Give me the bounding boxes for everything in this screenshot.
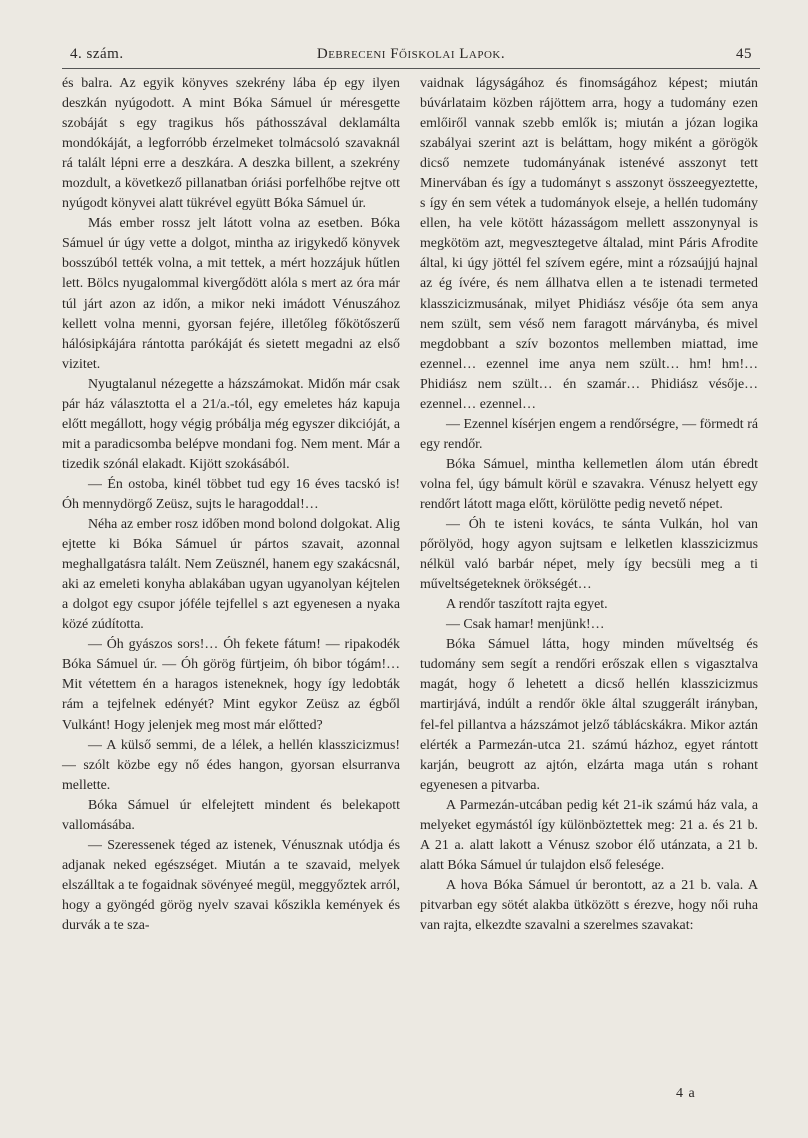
paragraph: Bóka Sámuel látta, hogy minden műveltség és tudomány sem segít a rendőri erőszak ellen s vigasztalva magát, hogy ő lehetett a dicső hellén klasszicizmus martirjává, indúlt a rendőr ökle által szuggerált irányban, fel-fel pillantva a házszámot jelző táblácskákra. Mikor aztán elérték a Parmezán-utca 21. számú házhoz, egyet rántott karján, beugrott az ajtón, elzárta maga után s rohant egyenesen a pitvarba. [420,637,758,793]
signature-mark: 4 a [676,1086,696,1101]
paragraph: Nyugtalanul nézegette a házszámokat. Midőn már csak pár ház választotta el a 21/a.-tól, egy emeletes ház kapuja előtt megállott, hogy végig próbálja még egyszer dikcióját, a mit a paradicsomba belépve mondani fog. Nem ment. Már a tizedik szónál elakadt. Kijött szokásából. [62,376,400,472]
paragraph: — Én ostoba, kinél többet tud egy 16 éves tacskó is! Óh mennydörgő Zeüsz, sujts le haragoddal!… [62,476,400,512]
paragraph: vaidnak lágyságához és finomságához képest; miután búvárlataim közben rájöttem arra, hogy a tudomány ezen emlőiről vannak szebb emlők is; miután a józan logika szabályai szerint azt is beláttam, hogy miként a görögök dicső nemzete tudományának istenévé asszonyt tett Minervában és így a tudományt s asszonyt összeegyeztette, s így én sem vétek a tudományok elseje, a hellén tudomány ellen, ha vele kötött házasságom mellett asszonynyal is megkötöm azt, megvesztegetve általad, mint Páris Afrodite által, ki úgy jöttél fel szívem egére, mint a rózsaújjú hajnal az ég ívére, és nem állhatva ellen a te istenadi termeted klasszicizmusának, milyet Phidiász vésője óta sem anya nem szült, sem véső nem faragott márványba, és mivel megdobbant a szív bozontos mellemben miattad, ime ezennel… ezennel ime anya nem szült… hm! hm!… Phidiász nem szült… én szamár… Phidiász vésője… ezennel… ezennel… [420,76,758,412]
journal-title: Debreceni Főiskolai Lapok. [316,46,506,62]
paragraph: Más ember rossz jelt látott volna az esetben. Bóka Sámuel úr úgy vette a dolgot, mintha az irigykedő könyvek bosszúból tették volna, a mit tettek, a mért hozzájuk hűtlen lett. Bölcs nyugalommal kivergődött alóla s mert az óra már túl járt azon az időn, a mikor neki imádott Vénuszához kellett volna menni, gyorsan fejére, illetőleg főkötőszerű hálósipkájára rántotta parókáját és sietett megadni az első vizitet. [62,216,400,372]
paragraph: Bóka Sámuel, mintha kellemetlen álom után ébredt volna fel, úgy bámult körül e szavakra. Vénusz helyett egy rendőrt látott maga előtt, körülötte pedig nevető népet. [420,456,758,512]
paragraph: — Óh gyászos sors!… Óh fekete fátum! — ripakodék Bóka Sámuel úr. — Óh görög fürtjeim, óh bibor tógám!… Mit vétettem én a haragos isteneknek, hogy így ledobták rám a tejfelnek edényét? Mint egykor Zeüsz az égből Vulkánt! Hogy jelenjek meg most már előtted? [62,637,400,733]
paragraph: — Ezennel kísérjen engem a rendőrségre, — förmedt rá egy rendőr. [420,416,758,452]
paragraph: és balra. Az egyik könyves szekrény lába ép egy ilyen deszkán nyúgodott. A mint Bóka Sámuel úr méresgette szobáját s egy tragikus hős páthosszával deklamálta mondókáját, a legforróbb érzelmeket tolmácsoló szavaknál rá talált lépni erre a deszkára. A deszka billent, a szekrény mozdult, a következő pillanatban óriási porfelhőbe rejtve ott nyúgodt könyvei alatt tükrével együtt Bóka Sámuel úr. [62,76,400,212]
paragraph: A Parmezán-utcában pedig két 21-ik számú ház vala, a melyeket egymástól így különböztettek meg: 21 a. és 21 b. A 21 a. alatt lakott a Vénusz szobor élő utánzata, a 21 b. alatt Bóka Sámuel úr tulajdon első felesége. [420,797,758,873]
paragraph: — Csak hamar! menjünk!… [446,617,605,633]
left-column [62,74,400,936]
paragraph: — Szeressenek téged az istenek, Vénusznak utódja és adjanak neked egészséget. Miután a te szavaid, melyek elszálltak a te fogaidnak sövényeé megül, meggyőztek arról, hogy a gyöngéd görög nyelv szavai kőszikla kemények és durvák a te sza- [62,837,400,933]
paragraph: Néha az ember rosz időben mond bolond dolgokat. Alig ejtette ki Bóka Sámuel úr pártos szavait, azonnal meghallgatásra talált. Nem Zeüsznél, hanem egy szakácsnál, aki az emeleti konyha ablakában ugyan ugyanolyan kéjtelen a dolgot egy csupor jóféle tejfellel s azt egyenesen a nyaka közé zúdította. [62,517,400,633]
running-header [62,44,760,69]
right-column [420,74,758,936]
paragraph: — Óh te isteni kovács, te sánta Vulkán, hol van pőrölyöd, hogy agyon sujtsam e lelketlen klasszicizmus nélkül való barbár népet, mely így becsüli meg a ti műveltségeteknek örökségét… [420,517,758,593]
paragraph: — A külső semmi, de a lélek, a hellén klasszicizmus! — szólt közbe egy nő édes hangon, gyorsan elsurranva mellette. [62,737,400,793]
paragraph: A hova Bóka Sámuel úr berontott, az a 21 b. vala. A pitvarban egy sötét alakba ütközött s érezve, hogy női ruha van rajta, elkezdte szavalni a szerelmes szavakat: [420,877,758,933]
issue-number: 4. szám. [70,46,124,62]
page-number: 45 [736,46,752,62]
paragraph: A rendőr taszított rajta egyet. [446,597,608,613]
paragraph: Bóka Sámuel úr elfelejtett mindent és belekapott vallomásába. [62,797,400,833]
